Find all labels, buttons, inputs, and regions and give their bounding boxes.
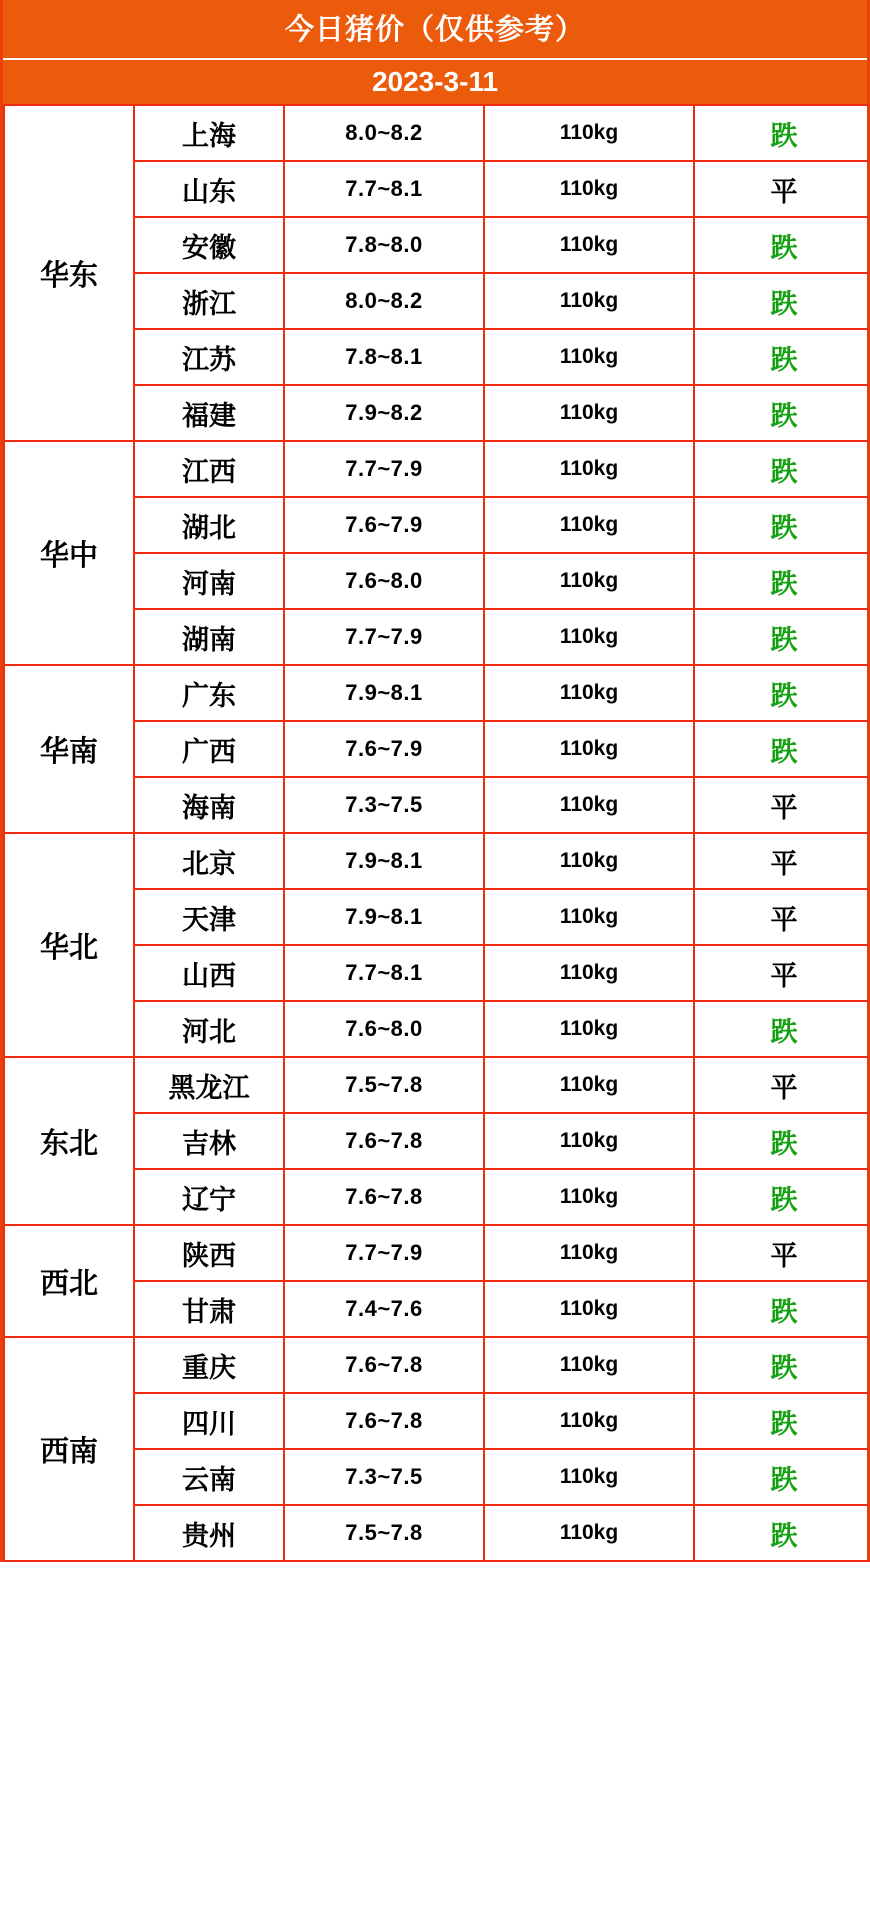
table-row [4, 273, 870, 329]
weight-cell: 110kg [484, 609, 694, 665]
price-cell: 7.7~7.9 [284, 441, 484, 497]
weight-cell: 110kg [484, 833, 694, 889]
trend-cell: 平 [694, 833, 870, 889]
province-cell: 浙江 [134, 273, 284, 329]
price-cell: 8.0~8.2 [284, 105, 484, 161]
trend-cell: 平 [694, 777, 870, 833]
table-row [4, 1001, 870, 1057]
trend-cell: 跌 [694, 385, 870, 441]
province-cell: 海南 [134, 777, 284, 833]
price-cell: 7.8~8.1 [284, 329, 484, 385]
table-row [4, 385, 870, 441]
trend-cell: 跌 [694, 497, 870, 553]
province-cell: 辽宁 [134, 1169, 284, 1225]
weight-cell: 110kg [484, 1169, 694, 1225]
price-cell: 7.6~7.9 [284, 721, 484, 777]
province-cell: 山西 [134, 945, 284, 1001]
table-row [4, 553, 870, 609]
province-cell: 广西 [134, 721, 284, 777]
price-cell: 7.6~7.8 [284, 1393, 484, 1449]
price-cell: 7.6~7.8 [284, 1337, 484, 1393]
trend-cell: 平 [694, 1057, 870, 1113]
trend-cell: 跌 [694, 1505, 870, 1561]
province-cell: 河北 [134, 1001, 284, 1057]
trend-cell: 平 [694, 889, 870, 945]
region-cell: 华中 [4, 441, 134, 665]
weight-cell: 110kg [484, 329, 694, 385]
province-cell: 湖南 [134, 609, 284, 665]
price-cell: 7.6~7.9 [284, 497, 484, 553]
province-cell: 广东 [134, 665, 284, 721]
province-cell: 天津 [134, 889, 284, 945]
province-cell: 贵州 [134, 1505, 284, 1561]
table-row [4, 1337, 870, 1393]
table-row [4, 889, 870, 945]
weight-cell: 110kg [484, 1225, 694, 1281]
trend-cell: 跌 [694, 1281, 870, 1337]
region-cell: 华南 [4, 665, 134, 833]
weight-cell: 110kg [484, 945, 694, 1001]
table-row [4, 833, 870, 889]
price-cell: 7.8~8.0 [284, 217, 484, 273]
table-row [4, 945, 870, 1001]
weight-cell: 110kg [484, 1393, 694, 1449]
trend-cell: 跌 [694, 273, 870, 329]
weight-cell: 110kg [484, 1337, 694, 1393]
region-cell: 华东 [4, 105, 134, 441]
table-row [4, 161, 870, 217]
trend-cell: 跌 [694, 721, 870, 777]
price-cell: 7.7~7.9 [284, 1225, 484, 1281]
price-cell: 7.7~8.1 [284, 161, 484, 217]
province-cell: 河南 [134, 553, 284, 609]
table-row [4, 441, 870, 497]
province-cell: 江苏 [134, 329, 284, 385]
price-cell: 7.3~7.5 [284, 777, 484, 833]
province-cell: 四川 [134, 1393, 284, 1449]
weight-cell: 110kg [484, 497, 694, 553]
weight-cell: 110kg [484, 161, 694, 217]
table-row [4, 721, 870, 777]
price-cell: 7.9~8.1 [284, 665, 484, 721]
weight-cell: 110kg [484, 441, 694, 497]
trend-cell: 跌 [694, 1113, 870, 1169]
price-cell: 7.6~7.8 [284, 1169, 484, 1225]
price-cell: 7.9~8.2 [284, 385, 484, 441]
table-row [4, 1449, 870, 1505]
weight-cell: 110kg [484, 1449, 694, 1505]
trend-cell: 平 [694, 161, 870, 217]
region-cell: 西南 [4, 1337, 134, 1561]
region-cell: 西北 [4, 1225, 134, 1337]
weight-cell: 110kg [484, 553, 694, 609]
table-row [4, 1057, 870, 1113]
province-cell: 陕西 [134, 1225, 284, 1281]
trend-cell: 跌 [694, 553, 870, 609]
weight-cell: 110kg [484, 1113, 694, 1169]
trend-cell: 平 [694, 945, 870, 1001]
trend-cell: 跌 [694, 329, 870, 385]
table-row [4, 1169, 870, 1225]
trend-cell: 跌 [694, 1393, 870, 1449]
table-row [4, 217, 870, 273]
trend-cell: 跌 [694, 609, 870, 665]
price-cell: 7.6~8.0 [284, 553, 484, 609]
province-cell: 上海 [134, 105, 284, 161]
weight-cell: 110kg [484, 665, 694, 721]
province-cell: 安徽 [134, 217, 284, 273]
table-row [4, 1113, 870, 1169]
price-cell: 7.6~8.0 [284, 1001, 484, 1057]
province-cell: 吉林 [134, 1113, 284, 1169]
report-date: 2023-3-11 [3, 60, 867, 104]
weight-cell: 110kg [484, 1057, 694, 1113]
trend-cell: 跌 [694, 105, 870, 161]
weight-cell: 110kg [484, 273, 694, 329]
weight-cell: 110kg [484, 721, 694, 777]
price-cell: 7.9~8.1 [284, 833, 484, 889]
province-cell: 黑龙江 [134, 1057, 284, 1113]
weight-cell: 110kg [484, 1505, 694, 1561]
trend-cell: 跌 [694, 1449, 870, 1505]
price-cell: 7.5~7.8 [284, 1505, 484, 1561]
province-cell: 北京 [134, 833, 284, 889]
table-row [4, 497, 870, 553]
page-title: 今日猪价（仅供参考） [3, 0, 867, 60]
province-cell: 江西 [134, 441, 284, 497]
table-row [4, 1225, 870, 1281]
weight-cell: 110kg [484, 889, 694, 945]
price-cell: 7.4~7.6 [284, 1281, 484, 1337]
table-row [4, 1393, 870, 1449]
trend-cell: 跌 [694, 441, 870, 497]
trend-cell: 跌 [694, 1337, 870, 1393]
weight-cell: 110kg [484, 1001, 694, 1057]
price-cell: 7.6~7.8 [284, 1113, 484, 1169]
table-row [4, 609, 870, 665]
trend-cell: 跌 [694, 217, 870, 273]
weight-cell: 110kg [484, 777, 694, 833]
price-table [3, 104, 870, 1562]
price-cell: 7.7~7.9 [284, 609, 484, 665]
table-row [4, 1505, 870, 1561]
table-row [4, 1281, 870, 1337]
price-cell: 7.3~7.5 [284, 1449, 484, 1505]
price-cell: 7.9~8.1 [284, 889, 484, 945]
table-row [4, 777, 870, 833]
table-row [4, 105, 870, 161]
region-cell: 华北 [4, 833, 134, 1057]
table-row [4, 665, 870, 721]
region-cell: 东北 [4, 1057, 134, 1225]
weight-cell: 110kg [484, 217, 694, 273]
trend-cell: 跌 [694, 1169, 870, 1225]
weight-cell: 110kg [484, 1281, 694, 1337]
province-cell: 湖北 [134, 497, 284, 553]
trend-cell: 跌 [694, 665, 870, 721]
price-cell: 7.7~8.1 [284, 945, 484, 1001]
trend-cell: 平 [694, 1225, 870, 1281]
trend-cell: 跌 [694, 1001, 870, 1057]
weight-cell: 110kg [484, 385, 694, 441]
table-row [4, 329, 870, 385]
price-cell: 8.0~8.2 [284, 273, 484, 329]
province-cell: 云南 [134, 1449, 284, 1505]
price-cell: 7.5~7.8 [284, 1057, 484, 1113]
province-cell: 山东 [134, 161, 284, 217]
province-cell: 福建 [134, 385, 284, 441]
province-cell: 重庆 [134, 1337, 284, 1393]
weight-cell: 110kg [484, 105, 694, 161]
province-cell: 甘肃 [134, 1281, 284, 1337]
